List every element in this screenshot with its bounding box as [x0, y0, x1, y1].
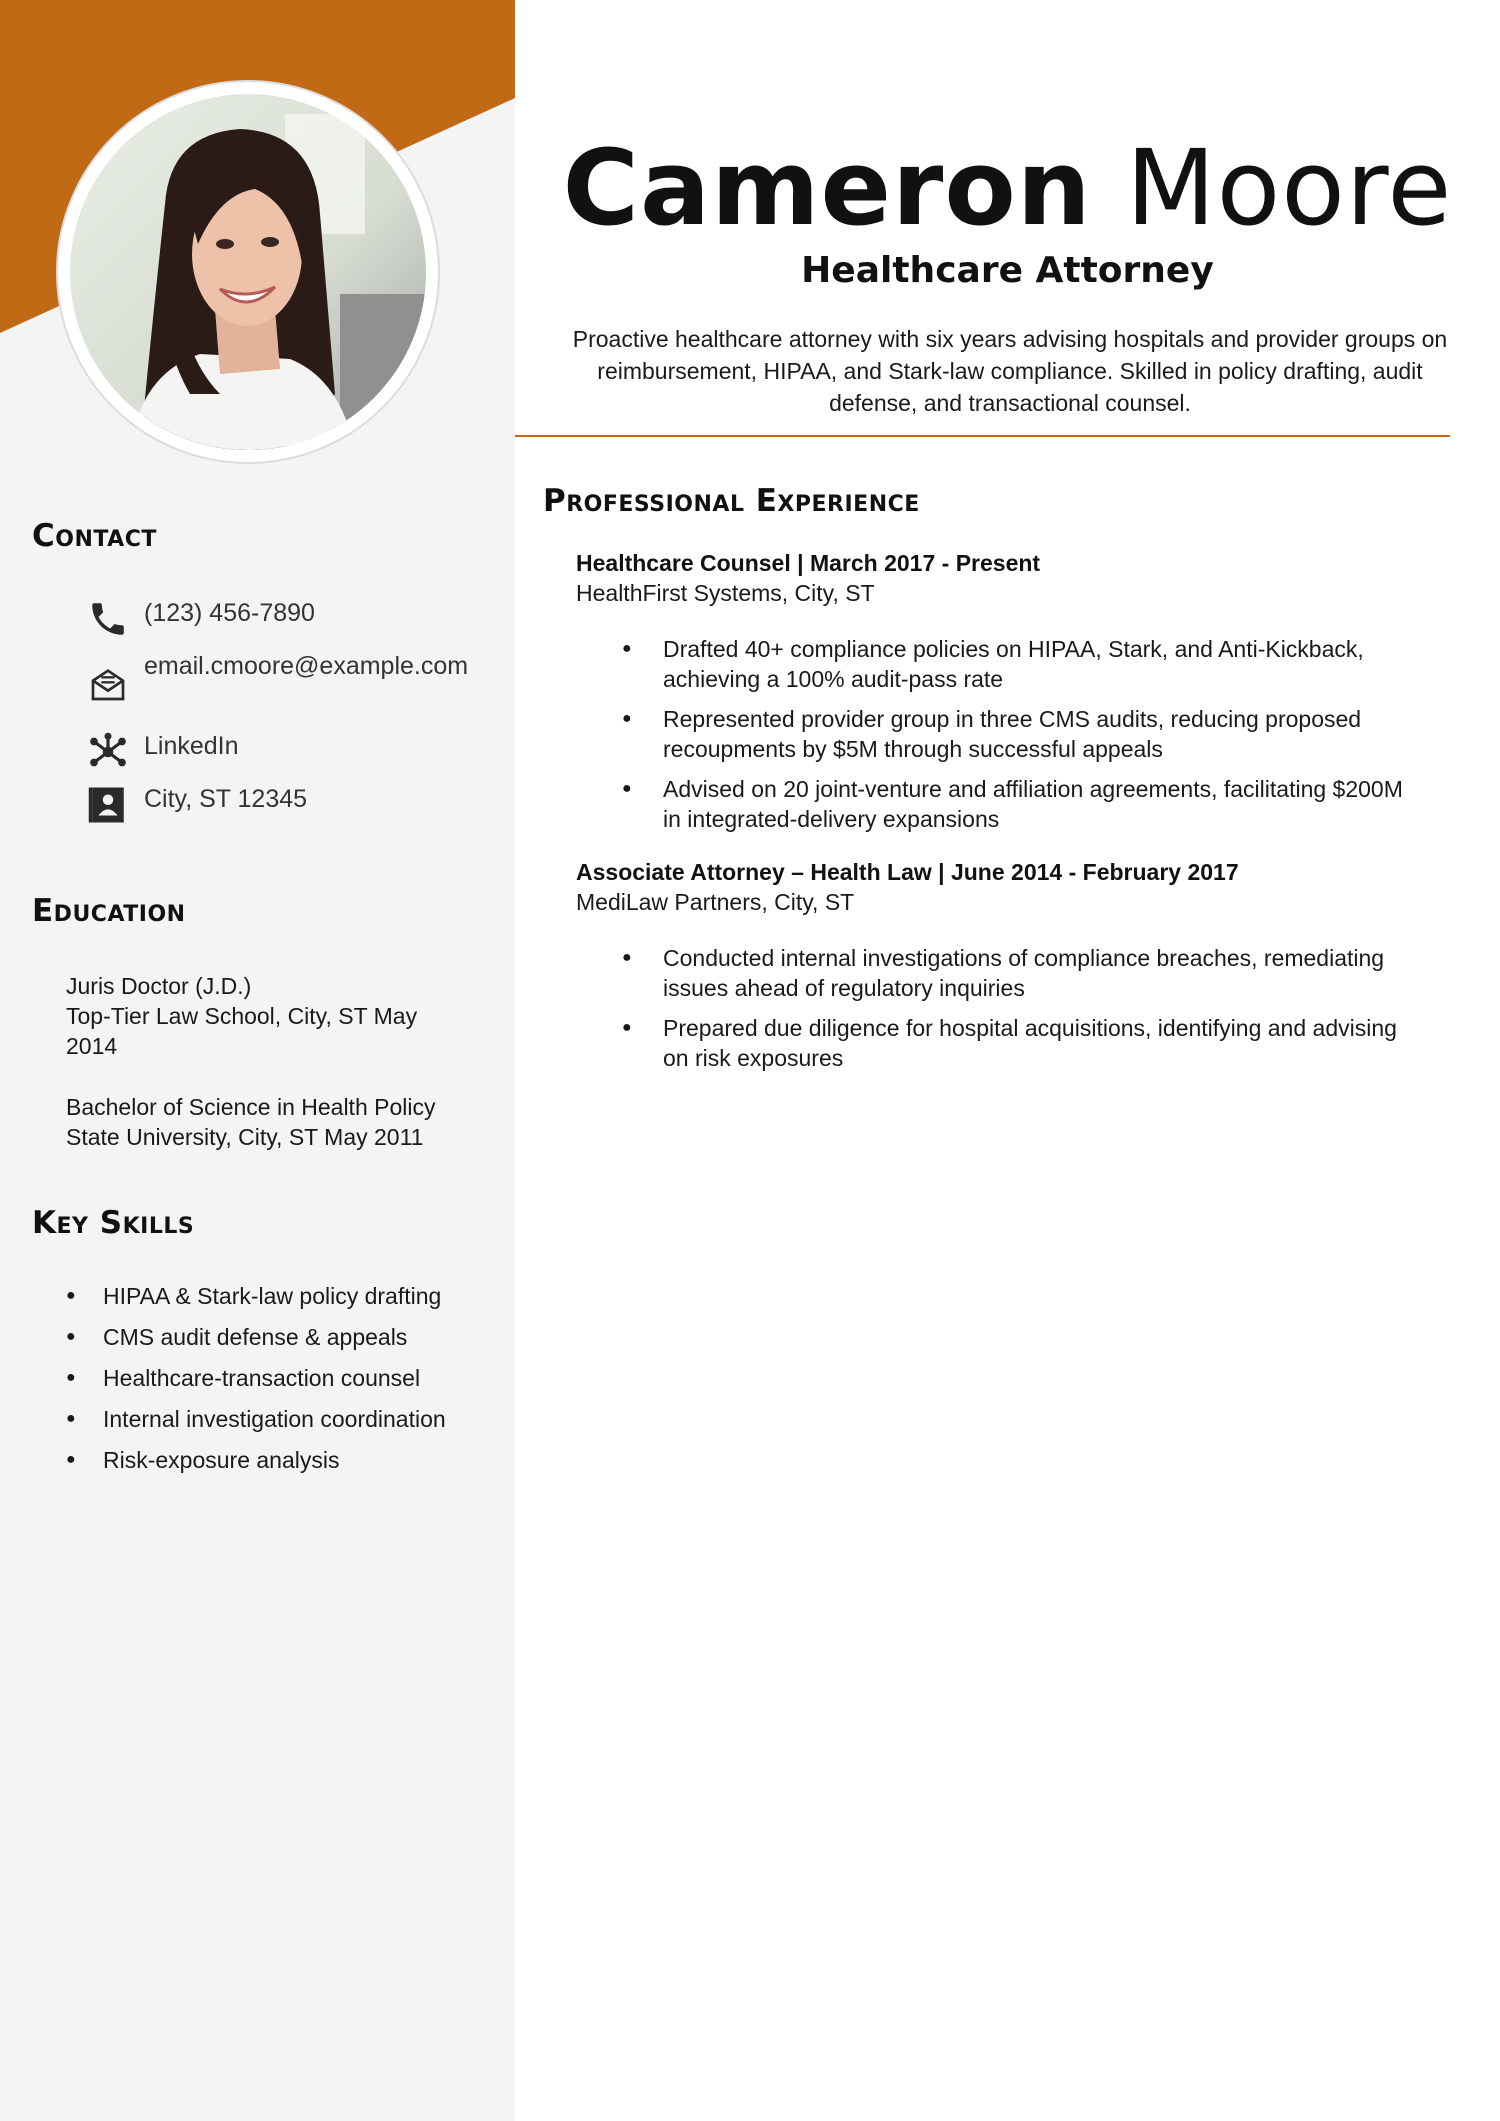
job-bullet: ● Prepared due diligence for hospital acquisitions, identifying and advising on risk exposures [622, 1013, 1412, 1073]
education-heading: Education [32, 893, 186, 929]
job-bullet: ● Drafted 40+ compliance policies on HIPAA, Stark, and Anti-Kickback, achieving a 100% audit-pass rate [622, 634, 1412, 694]
address-text: City, ST 12345 [144, 785, 308, 813]
contact-phone [86, 597, 469, 641]
job-bullet: ● Represented provider group in three CMS audits, reducing proposed recoupments by $5M through successful appeals [622, 704, 1412, 764]
email-link[interactable]: email.cmoore@example.com [144, 652, 469, 680]
skills-list [66, 1281, 446, 1486]
email-icon [86, 662, 130, 706]
skill-item: ● HIPAA & Stark-law policy drafting [66, 1281, 446, 1322]
job-bullets [622, 943, 1412, 1083]
job-role: Healthcare Counsel | March 2017 - Present [576, 550, 1041, 576]
address-card-icon [86, 783, 130, 827]
profile-photo [70, 94, 426, 450]
contact-address [86, 783, 469, 827]
job-bullet: ● Advised on 20 joint-venture and affiliation agreements, facilitating $200M in integrated-delivery expansions [622, 774, 1412, 834]
job-organization: MediLaw Partners, City, ST [576, 889, 855, 915]
education-detail: Top-Tier Law School, City, ST May 2014 [66, 1003, 418, 1059]
candidate-name [515, 128, 1500, 248]
skills-heading: Key Skills [32, 1205, 195, 1241]
education-entry [66, 971, 466, 1061]
skill-item: ● CMS audit defense & appeals [66, 1322, 446, 1363]
education-degree: Bachelor of Science in Health Policy [66, 1094, 436, 1120]
contact-linkedin[interactable] [86, 730, 469, 774]
last-name: Moore [1125, 127, 1453, 249]
profile-photo-frame [56, 80, 440, 464]
linkedin-link[interactable]: LinkedIn [144, 732, 239, 760]
job-organization: HealthFirst Systems, City, ST [576, 580, 875, 606]
job-title: Healthcare Attorney [801, 250, 1214, 291]
contact-email[interactable] [86, 650, 469, 706]
experience-heading: Professional Experience [543, 483, 920, 519]
sidebar [0, 0, 515, 2121]
skill-item: ● Internal investigation coordination [66, 1404, 446, 1445]
education-entry [66, 1092, 466, 1152]
job-header [576, 548, 1040, 608]
contact-heading: Contact [32, 518, 157, 554]
job-bullet: ● Conducted internal investigations of compliance breaches, remediating issues ahead of regulatory inquiries [622, 943, 1412, 1003]
job-role: Associate Attorney – Health Law | June 2014 - February 2017 [576, 859, 1239, 885]
skill-item: ● Healthcare-transaction counsel [66, 1363, 446, 1404]
phone-text: (123) 456-7890 [144, 599, 315, 627]
first-name: Cameron [562, 127, 1092, 249]
job-header [576, 857, 1239, 917]
education-detail: State University, City, ST May 2011 [66, 1124, 424, 1150]
header-divider [515, 435, 1450, 437]
linkedin-network-icon [86, 730, 130, 774]
skill-item: ● Risk-exposure analysis [66, 1445, 446, 1486]
profile-summary: Proactive healthcare attorney with six years advising hospitals and provider groups on reimbursement, HIPAA, and Stark-law compliance. Skilled in policy drafting, audit defense, and transactional counsel. [572, 326, 1448, 416]
phone-icon [86, 597, 130, 641]
job-bullets [622, 634, 1412, 844]
education-degree: Juris Doctor (J.D.) [66, 973, 252, 999]
